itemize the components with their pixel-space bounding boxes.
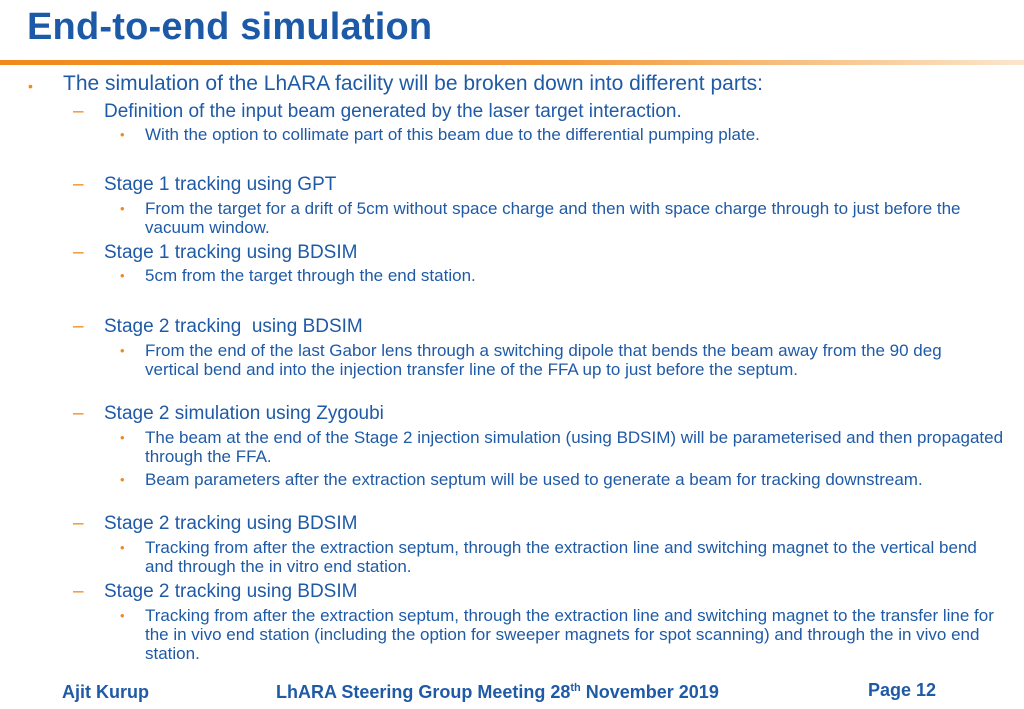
bullet-text: Tracking from after the extraction septum, through the extraction line and switching magnet to the vertical bend and through the in vitro end station. [145, 538, 977, 576]
bullet-marker: • [28, 78, 33, 94]
bullet-text: Stage 2 tracking using BDSIM [104, 581, 358, 602]
dash-marker: – [73, 242, 84, 263]
bullet-text: Stage 1 tracking using GPT [104, 174, 337, 195]
meeting-date: November 2019 [580, 682, 719, 702]
bullet-text: Stage 2 tracking using BDSIM [104, 316, 363, 337]
bullet-text: 5cm from the target through the end station. [145, 266, 476, 285]
bullet-marker: • [120, 201, 125, 216]
bullet-text: Tracking from after the extraction septum, through the extraction line and switching magnet to the transfer line for the in vivo end station (including the option for sweeper magnets for spot scanning) and through the in vivo end station. [145, 606, 994, 663]
slide-title: End-to-end simulation [27, 6, 433, 48]
bullet-marker: • [120, 430, 125, 445]
title-divider [0, 60, 1024, 65]
bullet-text: From the end of the last Gabor lens through a switching dipole that bends the beam away from the 90 deg vertical bend and into the injection transfer line of the FFA up to just before the septum. [145, 341, 942, 379]
bullet-text: Stage 2 tracking using BDSIM [104, 513, 358, 534]
bullet-marker: • [120, 127, 125, 142]
bullet-marker: • [120, 472, 125, 487]
bullet-text: The beam at the end of the Stage 2 injection simulation (using BDSIM) will be parameterised and then propagated through the FFA. [145, 428, 1004, 466]
bullet-text: Beam parameters after the extraction septum will be used to generate a beam for tracking downstream. [145, 470, 923, 489]
bullet-text: Stage 2 simulation using Zygoubi [104, 403, 384, 424]
dash-marker: – [73, 316, 84, 337]
bullet-marker: • [120, 268, 125, 283]
bullet-text: From the target for a drift of 5cm without space charge and then with space charge through to just before the vacuum window. [145, 199, 961, 237]
page-number: Page 12 [868, 680, 937, 700]
meeting-title: LhARA Steering Group Meeting 28 [276, 682, 571, 702]
dash-marker: – [73, 513, 84, 534]
bullet-text: Definition of the input beam generated by the laser target interaction. [104, 101, 682, 122]
meeting-ordinal: th [570, 682, 581, 694]
dash-marker: – [73, 174, 84, 195]
dash-marker: – [73, 581, 84, 602]
footer-meeting [276, 682, 719, 703]
dash-marker: – [73, 403, 84, 424]
bullet-text: With the option to collimate part of this beam due to the differential pumping plate. [145, 125, 760, 144]
bullet-marker: • [120, 540, 125, 555]
bullet-marker: • [120, 343, 125, 358]
bullet-text: The simulation of the LhARA facility will be broken down into different parts: [63, 72, 763, 95]
bullet-marker: • [120, 608, 125, 623]
bullet-text: Stage 1 tracking using BDSIM [104, 242, 358, 263]
dash-marker: – [73, 101, 84, 122]
footer-author: Ajit Kurup [62, 682, 149, 702]
